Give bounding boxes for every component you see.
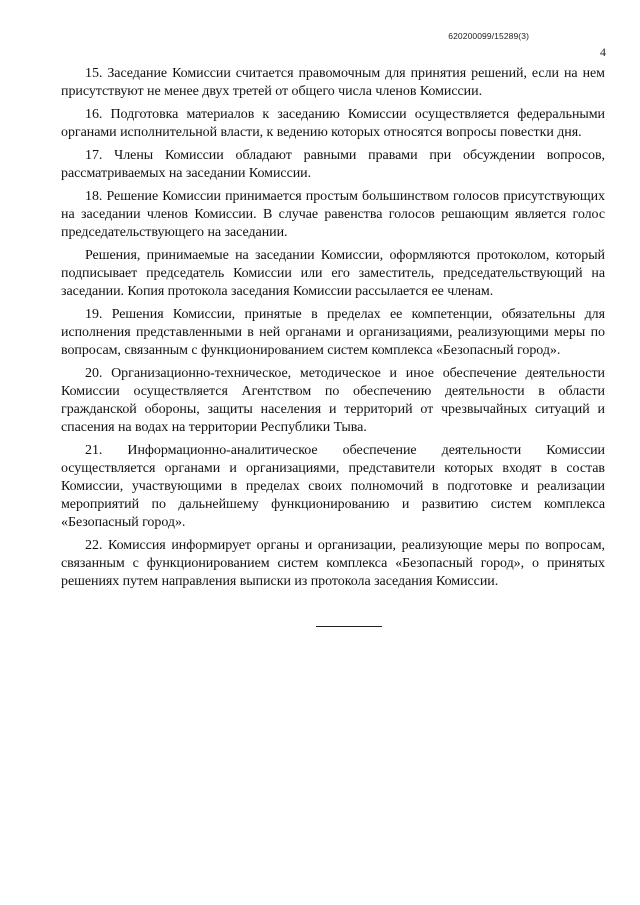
- paragraph-20: 20. Организационно-техническое, методическое и иное обеспечение деятельности Комиссии осуществляется Агентством по обеспечению деятельности в области гражданской обороны, защиты населения и территорий от чрезвычайных ситуаций и спасения на водах на территории Республики Тыва.: [61, 366, 605, 435]
- paragraph-18-decisions: Решения, принимаемые на заседании Комиссии, оформляются протоколом, который подписывает председатель Комиссии или его заместитель, председательствующий на заседании. Копия протокола заседания Комиссии рассылается ее членам.: [61, 248, 605, 299]
- page-number: 4: [600, 45, 606, 59]
- paragraph-17: 17. Члены Комиссии обладают равными правами при обсуждении вопросов, рассматриваемых на заседании Комиссии.: [61, 148, 605, 181]
- document-id: 620200099/15289(3): [448, 31, 529, 41]
- paragraph-18: 18. Решение Комиссии принимается простым большинством голосов присутствующих на заседании членов Комиссии. В случае равенства голосов решающим является голос председательствующего на заседании.: [61, 189, 605, 240]
- paragraph-22: 22. Комиссия информирует органы и организации, реализующие меры по вопросам, связанным с функционированием систем комплекса «Безопасный город», о принятых решениях путем направления выписки из протокола заседания Комиссии.: [61, 538, 605, 589]
- document-body: [61, 65, 605, 596]
- paragraph-21: 21. Информационно-аналитическое обеспечение деятельности Комиссии осуществляется органами и организациями, представители которых входят в состав Комиссии, участвующими в пределах своих полномочий в подготовке и реализации мероприятий по дальнейшему функционированию и развитию систем комплекса «Безопасный город».: [61, 443, 605, 530]
- paragraph-19: 19. Решения Комиссии, принятые в пределах ее компетенции, обязательны для исполнения представленными в ней органами и организациями, реализующими меры по вопросам, связанным с функционированием систем комплекса «Безопасный город».: [61, 307, 605, 358]
- end-divider: [316, 626, 382, 627]
- paragraph-15: 15. Заседание Комиссии считается правомочным для принятия решений, если на нем присутствуют не менее двух третей от общего числа членов Комиссии.: [61, 66, 605, 99]
- paragraph-16: 16. Подготовка материалов к заседанию Комиссии осуществляется федеральными органами исполнительной власти, к ведению которых относятся вопросы повестки дня.: [61, 107, 605, 140]
